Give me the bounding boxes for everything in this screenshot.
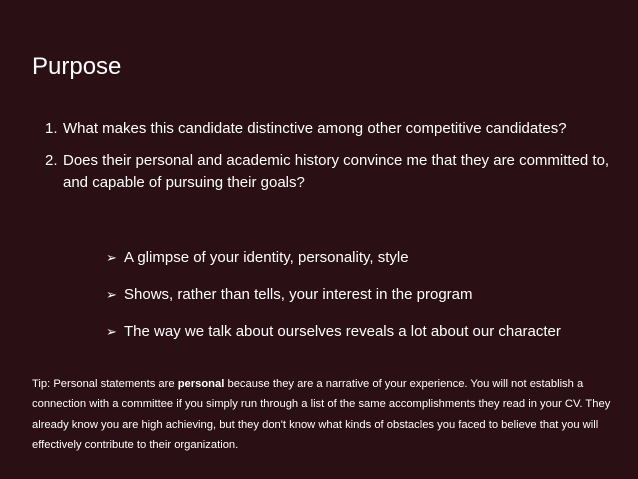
bullet-item xyxy=(106,247,561,269)
question-list xyxy=(45,118,615,204)
slide-title: Purpose xyxy=(32,53,122,80)
tip-prefix: Tip: Personal statements are xyxy=(32,378,178,390)
tip-paragraph xyxy=(32,374,617,456)
question-number: 2. xyxy=(45,152,58,169)
arrow-bullet-icon: ➢ xyxy=(106,288,117,303)
bullet-item xyxy=(106,284,561,306)
bullet-text: The way we talk about ourselves reveals a lot about our character xyxy=(124,323,561,340)
question-item xyxy=(45,150,615,194)
question-text: Does their personal and academic history convince me that they are committed to, and capable of pursuing their goals? xyxy=(63,152,610,191)
arrow-bullet-icon: ➢ xyxy=(106,325,117,340)
question-number: 1. xyxy=(45,120,58,137)
tip-body: because they are a narrative of your experience. You will not establish a connection with a committee if you simply run through a list of the same accomplishments they read in your CV. They already know you are high achieving, but they don't know what kinds of obstacles you faced to believe that you will effectively contribute to their organization. xyxy=(32,378,611,452)
tip-emphasis: personal xyxy=(177,378,225,390)
bullet-text: A glimpse of your identity, personality, style xyxy=(124,249,409,266)
question-text: What makes this candidate distinctive among other competitive candidates? xyxy=(63,120,567,137)
bullet-text: Shows, rather than tells, your interest in the program xyxy=(124,286,473,303)
question-item xyxy=(45,118,615,140)
bullet-list xyxy=(106,247,561,358)
arrow-bullet-icon: ➢ xyxy=(106,251,117,266)
bullet-item xyxy=(106,321,561,343)
